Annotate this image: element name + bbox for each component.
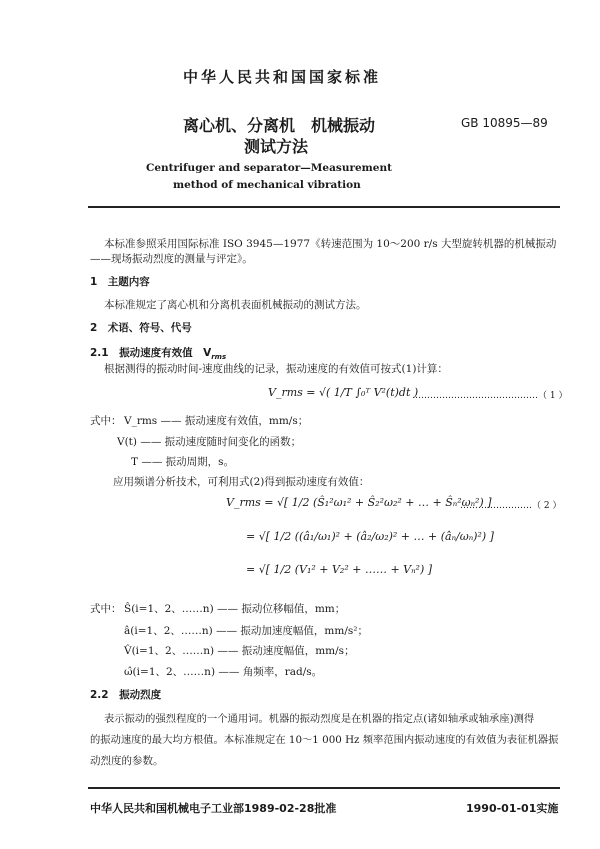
formula-2-line2: = √[ 1/2 ((â₁/ω₁)² + (â₂/ω₂)² + … + (âₙ/ωₙ)²) ] bbox=[246, 530, 494, 543]
section-2-heading: 2 术语、符号、代号 bbox=[90, 322, 192, 334]
effective-date: 1990-01-01实施 bbox=[466, 802, 559, 815]
where-label-2: 式中： bbox=[90, 603, 122, 615]
title-line1: 离心机、分离机 机械振动 bbox=[183, 116, 376, 135]
standard-code: GB 10895—89 bbox=[461, 116, 548, 130]
def-vt: V(t) —— 振动速度随时间变化的函数； bbox=[117, 436, 302, 448]
title-line2: 测试方法 bbox=[244, 137, 309, 156]
section-2-2-line1: 表示振动的强烈程度的一个通用词。机器的振动烈度是在机器的指定点(诸如轴承或轴承座)测得 bbox=[104, 713, 535, 725]
section-2-2-heading: 2.2 振动烈度 bbox=[90, 689, 162, 701]
top-rule bbox=[88, 206, 560, 208]
section-2-1-heading-text: 2.1 振动速度有效值 V bbox=[90, 347, 212, 359]
formula-2-number: ……………………（ 2 ） bbox=[460, 501, 562, 511]
bottom-rule bbox=[88, 787, 560, 789]
def-acceleration: â(i=1、2、……n) —— 振动加速度幅值，mm/s²； bbox=[124, 625, 368, 637]
where-label-1: 式中： bbox=[90, 415, 122, 427]
section-2-1-heading bbox=[90, 345, 226, 361]
rms-subscript: rms bbox=[211, 353, 227, 362]
standard-org: 中华人民共和国国家标准 bbox=[183, 68, 382, 86]
section-1-text: 本标准规定了离心机和分离机表面机械振动的测试方法。 bbox=[104, 299, 367, 311]
section-2-2-line2: 的振动速度的最大均方根值。本标准规定在 10～1 000 Hz 频率范围内振动速度的有效值为表征机器振 bbox=[90, 734, 559, 746]
section-1-heading: 1 主题内容 bbox=[90, 276, 150, 288]
def-velocity: V̂(i=1、2、……n) —— 振动速度幅值，mm/s； bbox=[124, 645, 355, 657]
def-t: T —— 振动周期，s。 bbox=[131, 456, 235, 468]
formula-2-line3: = √[ 1/2 (V₁² + V₂² + …… + Vₙ²) ] bbox=[246, 563, 433, 576]
def-displacement: Ŝ(i=1、2、……n) —— 振动位移幅值，mm； bbox=[124, 603, 346, 615]
def-angular-frequency: ω̂(i=1、2、……n) —— 角频率，rad/s。 bbox=[124, 666, 323, 678]
formula-1: V_rms = √( 1/T ∫₀ᵀ V²(t)dt ) bbox=[268, 386, 419, 399]
section-2-2-line3: 动烈度的参数。 bbox=[90, 755, 164, 767]
english-title-2: method of mechanical vibration bbox=[173, 179, 361, 191]
def-vrms: V_rms —— 振动速度有效值，mm/s； bbox=[124, 415, 309, 427]
formula-2-line1: V_rms = √[ 1/2 (Ŝ₁²ω₁² + Ŝ₂²ω₂² + … + Ŝₙ²ωₙ²) ] bbox=[226, 496, 492, 509]
intro-line1: 本标准参照采用国际标准 ISO 3945—1977《转速范围为 10～200 r/s 大型旋转机器的机械振动 bbox=[104, 238, 557, 250]
formula-1-number: ……………………………………（ 1 ） bbox=[412, 391, 568, 401]
section-2-1-text: 根据测得的振动时间-速度曲线的记录，振动速度的有效值可按式(1)计算： bbox=[104, 363, 448, 375]
section-2-1-text2: 应用频谱分析技术，可利用式(2)得到振动速度有效值： bbox=[113, 476, 370, 488]
english-title-1: Centrifuger and separator—Measurement bbox=[146, 162, 392, 174]
intro-line2: ——现场振动烈度的测量与评定》。 bbox=[90, 253, 253, 265]
approval-date: 中华人民共和国机械电子工业部1989-02-28批准 bbox=[90, 802, 337, 815]
